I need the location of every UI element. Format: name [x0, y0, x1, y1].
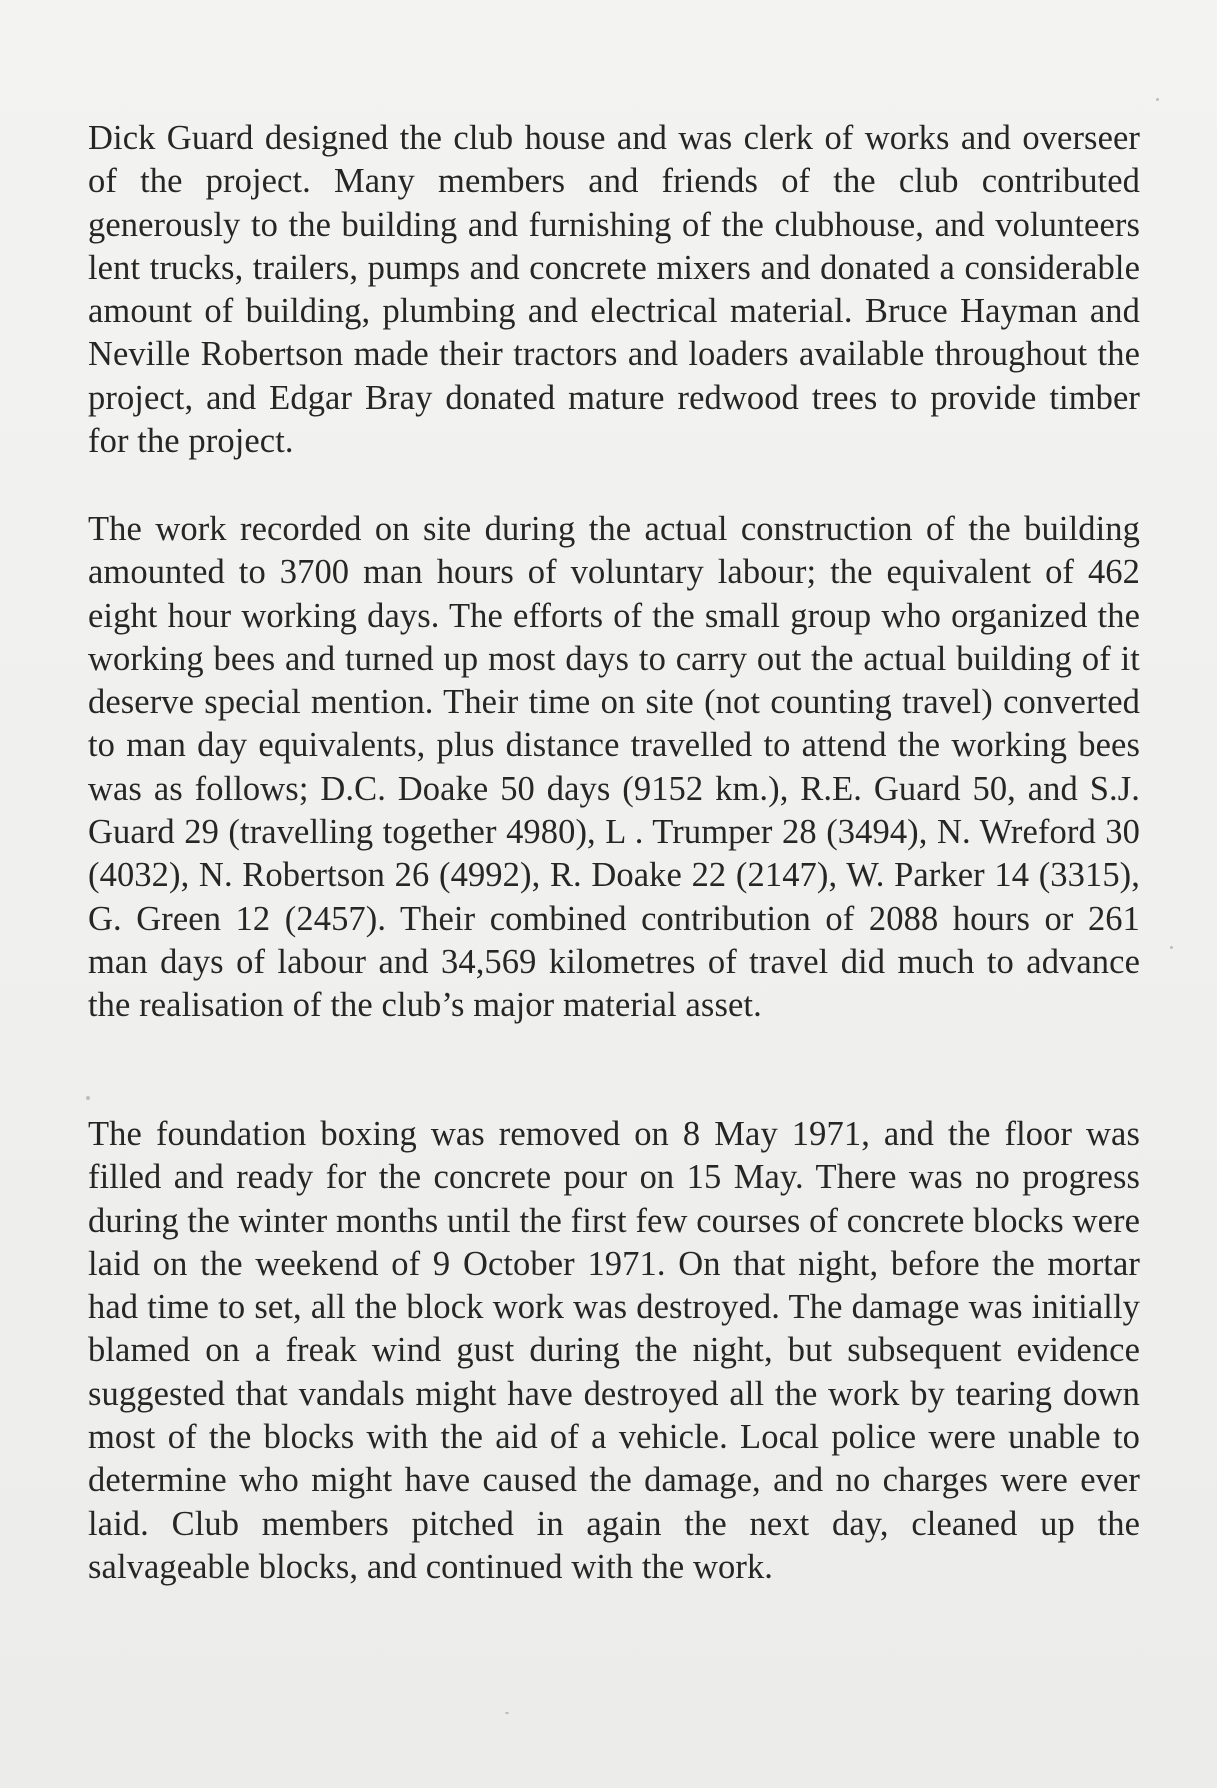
paragraph-clubhouse-design: Dick Guard designed the club house and was clerk of works and overseer of the project. Many members and friends of the club contributed generously to the building and furnishing of the clubhouse, and volunteers lent trucks, trailers, pumps and concrete mixers and donated a considerable amount of building, plumbing and electrical material. Bruce Hayman and Neville Robertson made their tractors and loaders available throughout the project, and Edgar Bray donated mature redwood trees to provide timber for the project. [88, 119, 1140, 461]
scan-speck [86, 1096, 90, 1100]
scan-speck [505, 1712, 509, 1714]
scan-speck [1156, 98, 1159, 101]
paragraph-foundation-and-vandalism: The foundation boxing was removed on 8 May 1971, and the floor was filled and ready for the concrete pour on 15 May. There was no progress during the winter months until the first few courses of concrete blocks were laid on the weekend of 9 October 1971. On that night, before the mortar had time to set, all the block work was destroyed. The damage was initially blamed on a freak wind gust during the night, but subsequent evidence suggested that vandals might have destroyed all the work by tearing down most of the blocks with the aid of a vehicle. Local police were unable to determine who might have caused the damage, and no charges were ever laid. Club members pitched in again the next day, cleaned up the salvageable blocks, and continued with the work. [88, 1115, 1140, 1586]
scan-speck [1170, 946, 1173, 949]
paragraph-voluntary-labour: The work recorded on site during the actual construction of the building amounted to 3700 man hours of voluntary labour; the equivalent of 462 eight hour working days. The efforts of the small group who organized the working bees and turned up most days to carry out the actual building of it deserve special mention. Their time on site (not counting travel) converted to man day equivalents, plus distance travelled to attend the working bees was as follows; D.C. Doake 50 days (9152 km.), R.E. Guard 50, and S.J. Guard 29 (travelling together 4980), L . Trumper 28 (3494), N. Wreford 30 (4032), N. Robertson 26 (4992), R. Doake 22 (2147), W. Parker 14 (3315), G. Green 12 (2457). Their combined contribution of 2088 hours or 261 man days of labour and 34,569 kilometres of travel did much to advance the realisation of the club’s major material asset. [88, 510, 1140, 1025]
